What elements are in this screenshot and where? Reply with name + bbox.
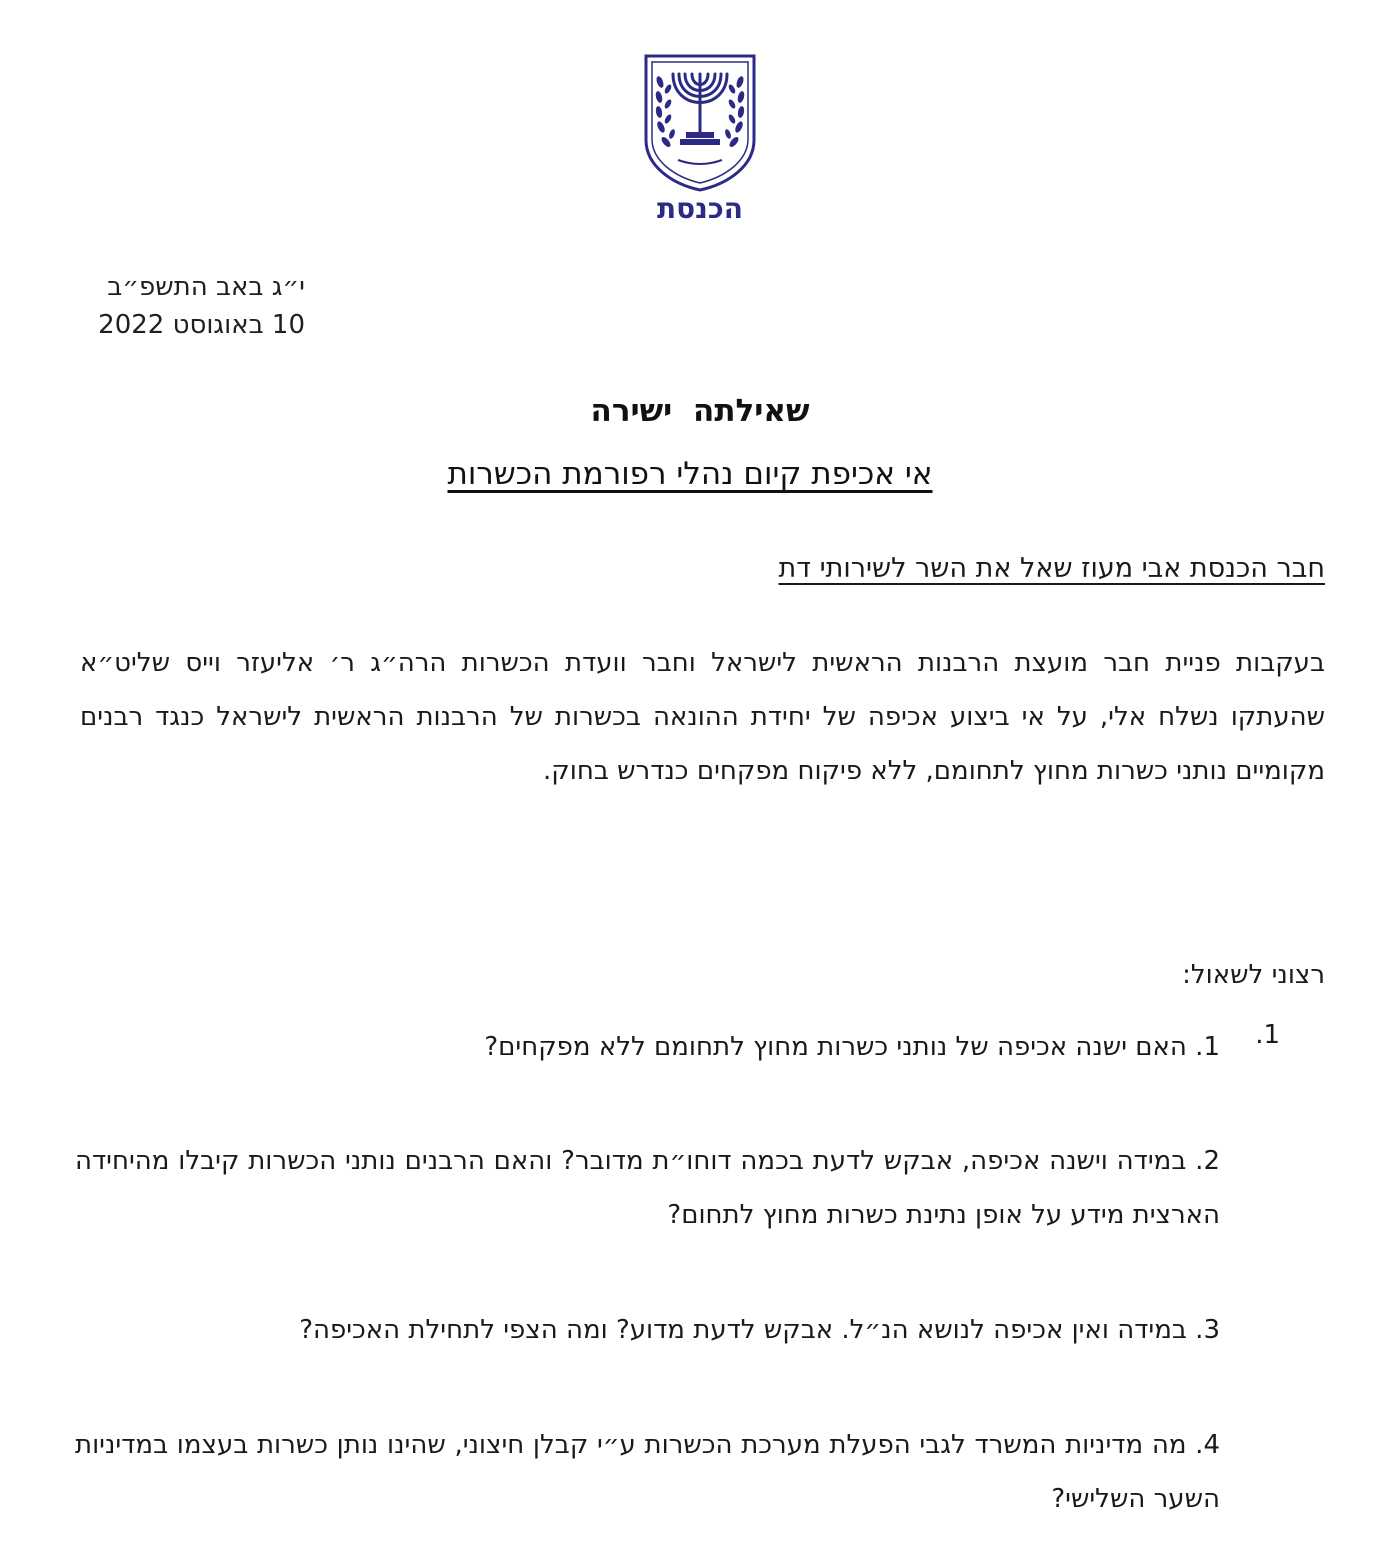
- hebrew-date: י״ג באב התשפ״ב: [107, 272, 305, 302]
- document-subject-text: אי אכיפת קיום נהלי רפורמת הכשרות: [447, 456, 933, 492]
- question-2: 2. במידה וישנה אכיפה, אבקש לדעת בכמה דוחו״ת מדובר? והאם הרבנים נותני הכשרות קיבלו מהיחידה הארצית מידע על אופן נתינת כשרות מחוץ לתחום?: [75, 1146, 1220, 1230]
- asker-line: [425, 553, 1325, 584]
- gregorian-date: 10 באוגוסט 2022: [98, 310, 305, 340]
- question-4: 4. מה מדיניות המשרד לגבי הפעלת מערכת הכשרות ע״י קבלן חיצוני, שהינו נותן כשרות בעצמו במדיניות השער השלישי?: [75, 1430, 1220, 1514]
- question-1-list-marker: 1.: [1255, 1020, 1280, 1050]
- asker-text: חבר הכנסת אבי מעוז שאל את השר לשירותי דת: [778, 553, 1325, 584]
- body-paragraph: בעקבות פניית חבר מועצת הרבנות הראשית לישראל וחבר וועדת הכשרות הרה״ג ר׳ אליעזר וייס שליט״א שהעתקו נשלח אלי, על אי ביצוע אכיפה של יחידת ההונאה בכשרות של הרבנות הראשית לישראל כנגד רבנים מקומיים נותני כשרות מחוץ לתחומם, ללא פיקוח מפקחים כנדרש בחוק.: [80, 648, 1325, 786]
- questions-intro: רצוני לשאול:: [1182, 960, 1325, 990]
- question-3: 3. במידה ואין אכיפה לנושא הנ״ל. אבקש לדעת מדוע? ומה הצפי לתחילת האכיפה?: [299, 1315, 1220, 1345]
- org-name: הכנסת: [657, 192, 743, 225]
- question-1: 1. האם ישנה אכיפה של נותני כשרות מחוץ לתחומם ללא מפקחים?: [484, 1032, 1220, 1062]
- knesset-menorah-emblem-icon: [640, 52, 760, 192]
- document-title: שאילתה ישירה: [590, 393, 810, 429]
- document-subject: [300, 456, 1080, 492]
- date-block: [60, 268, 305, 344]
